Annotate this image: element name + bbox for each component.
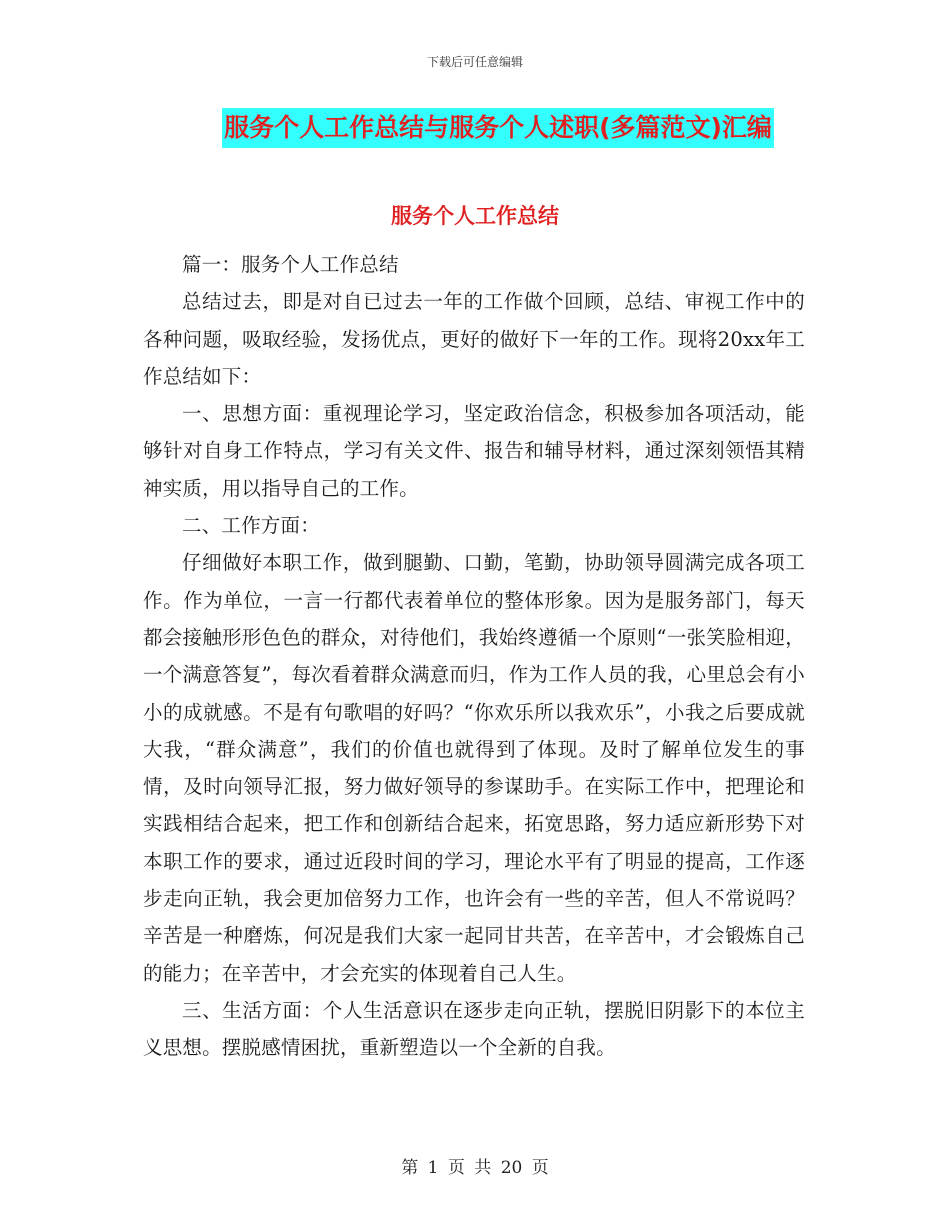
paragraph: 二、工作方面： [182, 514, 320, 538]
paragraph: 一、思想方面：重视理论学习，坚定政治信念，积极参加各项活动，能够针对自身工作特点，学习有关文件、报告和辅导材料，通过深刻领悟其精神实质，用以指导自己的工作。 [143, 402, 805, 500]
doc-title-container [0, 108, 950, 148]
page-header-note: 下载后可任意编辑 [426, 55, 523, 69]
section-title: 服务个人工作总结 [391, 204, 559, 228]
page-number: 第 1 页 共 20 页 [401, 1158, 549, 1178]
doc-title: 服务个人工作总结与服务个人述职(多篇范文)汇编 [222, 108, 774, 148]
paragraph: 三、生活方面：个人生活意识在逐步走向正轨，摆脱旧阴影下的本位主义思想。摆脱感情困扰，重新塑造以一个全新的自我。 [143, 998, 805, 1060]
paragraph-heading: 篇一：服务个人工作总结 [182, 253, 399, 276]
paragraph: 仔细做好本职工作，做到腿勤、口勤，笔勤，协助领导圆满完成各项工作。作为单位，一言一行都代表着单位的整体形象。因为是服务部门，每天都会接触形形色色的群众，对待他们，我始终遵循一个原则“一张笑脸相迎，一个满意答复”，每次看着群众满意而归，作为工作人员的我，心里总会有小小的成就感。不是有句歌唱的好吗？“你欢乐所以我欢乐”，小我之后要成就大我，“群众满意”，我们的价值也就得到了体现。及时了解单位发生的事情，及时向领导汇报，努力做好领导的参谋助手。在实际工作中，把理论和实践相结合起来，把工作和创新结合起来，拓宽思路，努力适应新形势下对本职工作的要求，通过近段时间的学习，理论水平有了明显的提高，工作逐步走向正轨，我会更加倍努力工作，也许会有一些的辛苦，但人不常说吗？辛苦是一种磨炼，何况是我们大家一起同甘共苦，在辛苦中，才会锻炼自己的能力；在辛苦中，才会充实的体现着自己人生。 [143, 551, 805, 985]
paragraph: 总结过去，即是对自已过去一年的工作做个回顾，总结、审视工作中的各种问题，吸取经验，发扬优点，更好的做好下一年的工作。现将20xx年工作总结如下： [143, 290, 805, 388]
body-text [143, 246, 805, 1067]
